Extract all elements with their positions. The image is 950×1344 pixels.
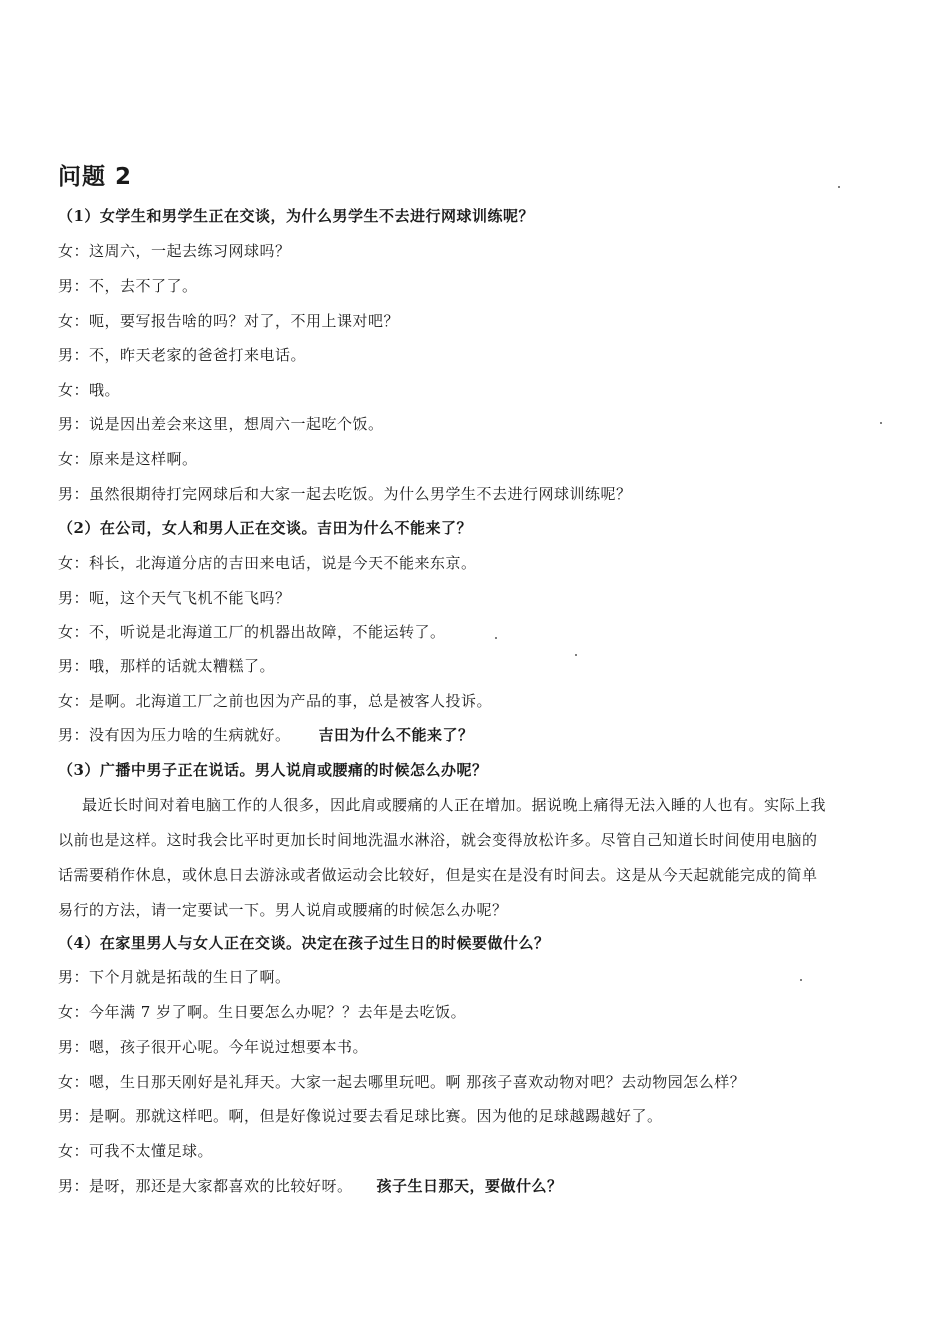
- dialogue-line: 男：是啊。那就这样吧。啊，但是好像说过要去看足球比赛。因为他的足球越踢越好了。: [58, 1107, 663, 1125]
- dialogue-line: 男：不，昨天老家的爸爸打来电话。: [58, 346, 307, 364]
- page-title: 问题 2: [58, 164, 133, 190]
- scan-speck: [800, 979, 802, 981]
- question-3: （3）广播中男子正在说话。男人说肩或腰痛的时候怎么办呢？: [58, 761, 488, 779]
- scan-speck: [575, 654, 577, 656]
- dialogue-line: 女：呃，要写报告啥的吗？对了，不用上课对吧？: [58, 312, 400, 330]
- dialogue-line: 女：嗯，生日那天刚好是礼拜天。大家一起去哪里玩吧。啊 那孩子喜欢动物对吧？去动物园怎么样？: [58, 1073, 746, 1091]
- dialogue-line: [58, 724, 474, 745]
- dialogue-line: 男：嗯，孩子很开心呢。今年说过想要本书。: [58, 1038, 369, 1056]
- question-4: （4）在家里男人与女人正在交谈。决定在孩子过生日的时候要做什么？: [58, 934, 550, 952]
- dialogue-line: 女：不，听说是北海道工厂的机器出故障，不能运转了。: [58, 623, 446, 641]
- dialogue-text: 男：是呀，那还是大家都喜欢的比较好呀。: [58, 1177, 353, 1195]
- scan-speck: [880, 422, 882, 424]
- dialogue-line: 女：是啊。北海道工厂之前也因为产品的事，总是被客人投诉。: [58, 692, 493, 710]
- question-2: （2）在公司，女人和男人正在交谈。吉田为什么不能来了？: [58, 519, 472, 537]
- dialogue-text: 男：没有因为压力啥的生病就好。: [58, 726, 291, 744]
- repeated-question: 孩子生日那天，要做什么？: [376, 1177, 563, 1195]
- dialogue-line: 女：科长，北海道分店的吉田来电话，说是今天不能来东京。: [58, 554, 477, 572]
- dialogue-line: 女：可我不太懂足球。: [58, 1142, 214, 1160]
- dialogue-line: 男：说是因出差会来这里，想周六一起吃个饭。: [58, 415, 384, 433]
- monologue-paragraph: 最近长时间对着电脑工作的人很多，因此肩或腰痛的人正在增加。据说晚上痛得无法入睡的人也有。实际上我以前也是这样。这时我会比平时更加长时间地洗温水淋浴，就会变得放松许多。尽管自己知道长时间使用电脑的话需要稍作休息，或休息日去游泳或者做运动会比较好，但是实在是没有时间去。这是从今天起就能完成的简单易行的方法，请一定要试一下。男人说肩或腰痛的时候怎么办呢？: [58, 796, 827, 919]
- dialogue-line: 男：虽然很期待打完网球后和大家一起去吃饭。为什么男学生不去进行网球训练呢？: [58, 485, 632, 503]
- dialogue-line: [58, 1175, 563, 1196]
- dialogue-line: 女：今年满 7 岁了啊。生日要怎么办呢？？去年是去吃饭。: [58, 1003, 467, 1021]
- dialogue-line: 女：哦。: [58, 381, 121, 399]
- repeated-question: 吉田为什么不能来了？: [318, 726, 474, 744]
- dialogue-line: 男：下个月就是拓哉的生日了啊。: [58, 968, 291, 986]
- question-1: （1）女学生和男学生正在交谈，为什么男学生不去进行网球训练呢？: [58, 207, 534, 225]
- scan-speck: [838, 186, 840, 188]
- dialogue-line: 男：呃，这个天气飞机不能飞吗？: [58, 589, 291, 607]
- scan-speck: [495, 637, 497, 639]
- dialogue-line: 女：这周六，一起去练习网球吗？: [58, 242, 291, 260]
- dialogue-line: 男：不，去不了了。: [58, 277, 198, 295]
- dialogue-line: 男：哦，那样的话就太糟糕了。: [58, 657, 276, 675]
- dialogue-line: 女：原来是这样啊。: [58, 450, 198, 468]
